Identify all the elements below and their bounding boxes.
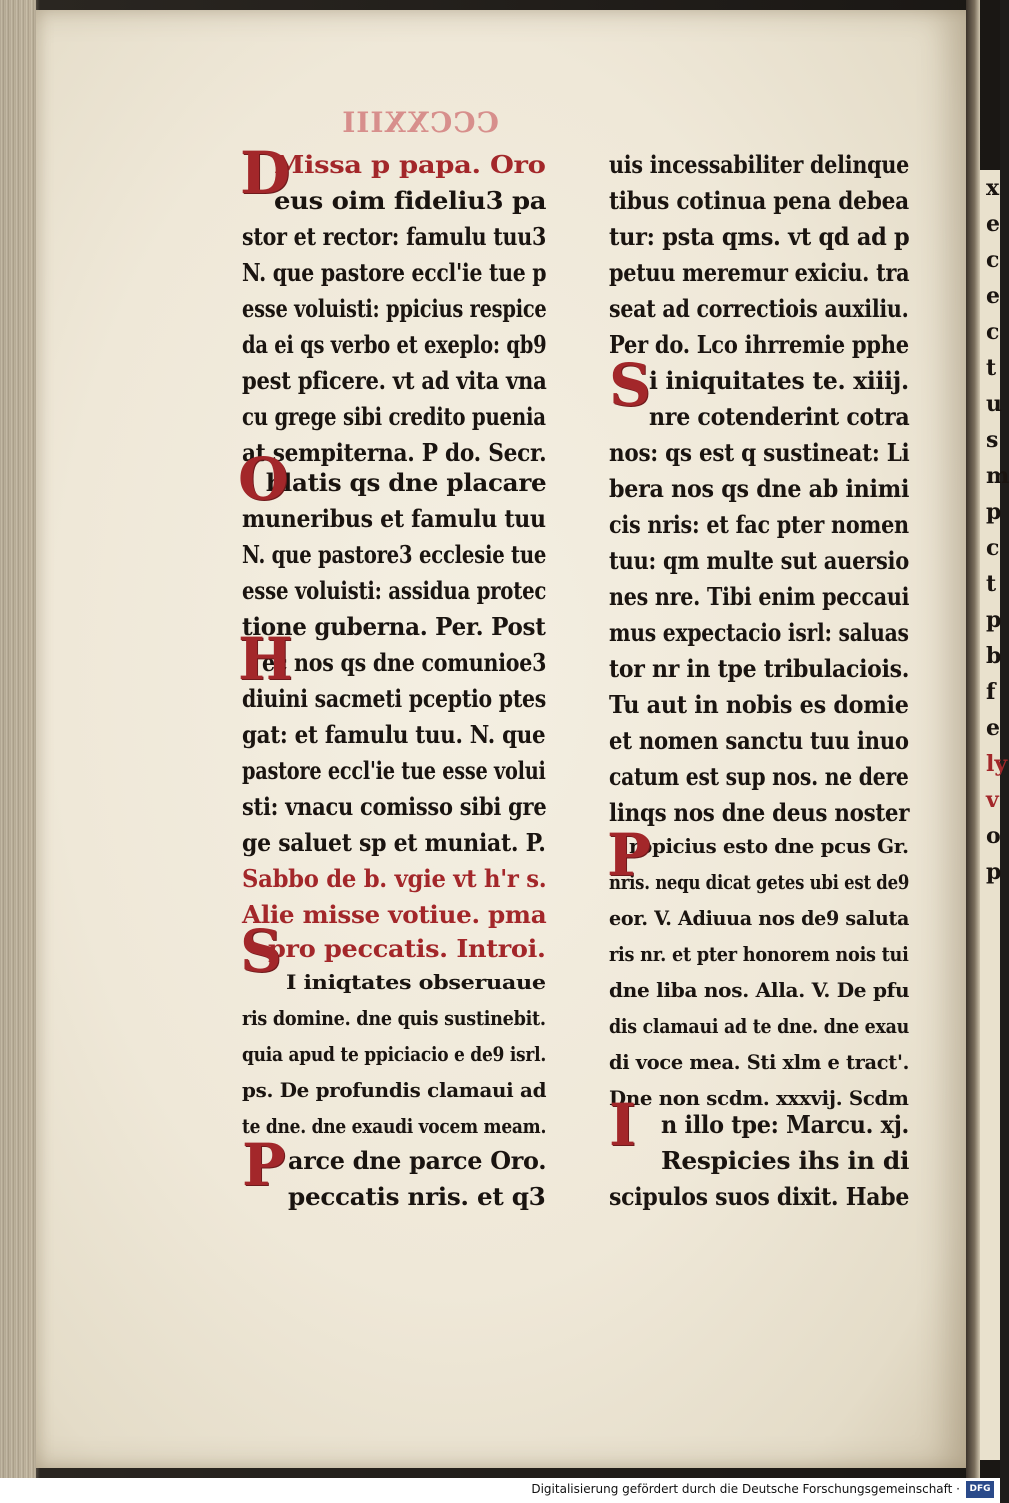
- next-page-fragment: p: [986, 859, 1002, 885]
- next-page-fragment: p: [986, 607, 1002, 633]
- text-line: arce dne parce Oro.: [288, 1146, 547, 1175]
- text-line: dis clamaui ad te dne. dne exau: [609, 1014, 910, 1038]
- drop-initial: I: [609, 1091, 637, 1159]
- drop-initial: D: [240, 139, 291, 207]
- next-page-fragment: c: [986, 535, 1000, 561]
- text-line: at sempiterna. P do. Secr.: [242, 438, 547, 467]
- left-text-column: [238, 139, 558, 1211]
- folio-number-bleedthrough: CCCXXIII: [341, 106, 499, 139]
- drop-initial: O: [238, 445, 289, 513]
- text-line: Alie misse votiue. pma: [242, 900, 547, 929]
- text-line: pest pficere. vt ad vita vna: [242, 366, 547, 395]
- drop-initial: S: [240, 917, 282, 985]
- text-line: muneribus et famulu tuu: [242, 504, 546, 533]
- text-line: tor nr in tpe tribulaciois.: [609, 654, 910, 683]
- text-line: scipulos suos dixit. Habe: [609, 1182, 910, 1211]
- next-page-fragment: c: [986, 319, 1000, 345]
- text-line: quia apud te ppiciacio e de9 isrl.: [242, 1042, 547, 1066]
- next-page-fragment: t: [986, 355, 997, 381]
- dfg-logo-icon: DFG: [966, 1481, 994, 1498]
- drop-initial: H: [238, 625, 293, 693]
- text-line: Dne non scdm. xxxvij. Scdm: [609, 1086, 909, 1110]
- next-page-fragment: b: [986, 643, 1002, 669]
- next-page-fragment: ly: [986, 751, 1008, 777]
- text-line: tur: psta qms. vt qd ad p: [609, 222, 910, 251]
- text-line: nos: qs est q sustineat: Li: [609, 438, 910, 467]
- page-edges: [0, 0, 36, 1478]
- text-line: Sabbo de b. vgie vt h'r s.: [242, 864, 547, 893]
- text-line: peccatis nris. et q3: [288, 1182, 546, 1211]
- text-line: nris. nequ dicat getes ubi est de9: [609, 870, 910, 894]
- text-line: ge saluet sp et muniat. P.: [242, 828, 546, 857]
- drop-initial: P: [242, 1131, 286, 1199]
- text-line: tibus cotinua pena debea: [609, 186, 909, 215]
- book-gutter: [966, 0, 980, 1478]
- next-page-fragment: u: [986, 391, 1002, 417]
- text-line: esse voluisti: ppicius respice: [242, 294, 547, 323]
- text-line: Respicies ihs in di: [661, 1146, 910, 1175]
- text-line: pastore eccl'ie tue esse volui: [242, 756, 546, 785]
- next-page-fragment: x: [986, 175, 1000, 201]
- text-line: Tu aut in nobis es domie: [609, 690, 909, 719]
- text-line: et nomen sanctu tuu inuo: [609, 726, 909, 755]
- text-line: blatis qs dne placare: [266, 468, 547, 497]
- text-line: nre cotenderint cotra: [649, 402, 910, 431]
- text-line: diuini sacmeti pceptio ptes: [242, 684, 547, 713]
- text-line: Per do. Lco ihrremie pphe: [609, 330, 909, 359]
- text-line: ec nos qs dne comunioe3: [262, 648, 547, 677]
- text-line: catum est sup nos. ne dere: [609, 762, 909, 791]
- text-line: cis nris: et fac pter nomen: [609, 510, 909, 539]
- next-page-edge: [980, 170, 1009, 1460]
- text-line: esse voluisti: assidua protec: [242, 576, 547, 605]
- text-line: ris nr. et pter honorem nois tui: [609, 942, 909, 966]
- next-page-fragment: m: [986, 463, 1009, 489]
- next-page-fragment: v: [986, 787, 999, 813]
- drop-initial: P: [607, 821, 651, 889]
- text-line: gat: et famulu tuu. N. que: [242, 720, 546, 749]
- text-line: cu grege sibi credito puenia: [242, 402, 546, 431]
- funding-credit: Digitalisierung gefördert durch die Deutsche Forschungsgemeinschaft ·: [531, 1482, 960, 1496]
- text-line: seat ad correctiois auxiliu.: [609, 294, 909, 323]
- right-text-column: [605, 150, 925, 1210]
- text-line: linqs nos dne deus noster: [609, 798, 910, 827]
- text-line: sti: vnacu comisso sibi gre: [242, 792, 547, 821]
- text-line: I iniqtates obseruaue: [286, 970, 546, 994]
- text-line: ropicius esto dne pcus Gr.: [629, 834, 909, 858]
- next-page-fragment: p: [986, 499, 1002, 525]
- text-line: stor et rector: famulu tuu3: [242, 222, 547, 251]
- text-line: te dne. dne exaudi vocem meam.: [242, 1114, 547, 1138]
- next-page-fragment: e: [986, 211, 1000, 237]
- text-line: pro peccatis. Introi.: [268, 934, 546, 963]
- text-line: n illo tpe: Marcu. xj.: [661, 1110, 910, 1139]
- text-line: da ei qs verbo et exeplo: qb9: [242, 330, 547, 359]
- next-page-fragment: e: [986, 715, 1000, 741]
- text-line: bera nos qs dne ab inimi: [609, 474, 910, 503]
- text-line: di voce mea. Sti xlm e tract'.: [609, 1050, 910, 1074]
- text-line: N. que pastore3 ecclesie tue: [242, 540, 547, 569]
- next-page-fragment: e: [986, 283, 1000, 309]
- text-line: nes nre. Tibi enim peccaui: [609, 582, 910, 611]
- next-page-fragment: f: [986, 679, 996, 705]
- footer-bar: [0, 1478, 1000, 1503]
- text-line: uis incessabiliter delinque: [609, 150, 910, 179]
- text-line: ris domine. dne quis sustinebit.: [242, 1006, 546, 1030]
- text-line: tuu: qm multe sut auersio: [609, 546, 910, 575]
- text-line: petuu meremur exiciu. tra: [609, 258, 910, 287]
- text-line: i iniquitates te. xiiij.: [649, 366, 909, 395]
- text-line: tione guberna. Per. Post: [242, 612, 546, 641]
- text-line: N. que pastore eccl'ie tue p: [242, 258, 547, 287]
- next-page-fragment: o: [986, 823, 1001, 849]
- next-page-fragment: s: [986, 427, 999, 453]
- text-line: ps. De profundis clamaui ad: [242, 1078, 547, 1102]
- text-line: eor. V. Adiuua nos de9 saluta: [609, 906, 910, 930]
- text-line: Missa p papa. Oro: [274, 150, 546, 179]
- drop-initial: S: [609, 351, 651, 419]
- next-page-fragment: t: [986, 571, 997, 597]
- text-line: eus oim fideliu3 pa: [274, 186, 547, 215]
- next-page-fragment: c: [986, 247, 1000, 273]
- text-line: dne liba nos. Alla. V. De pfu: [609, 978, 910, 1002]
- text-line: mus expectacio isrl: saluas: [609, 618, 909, 647]
